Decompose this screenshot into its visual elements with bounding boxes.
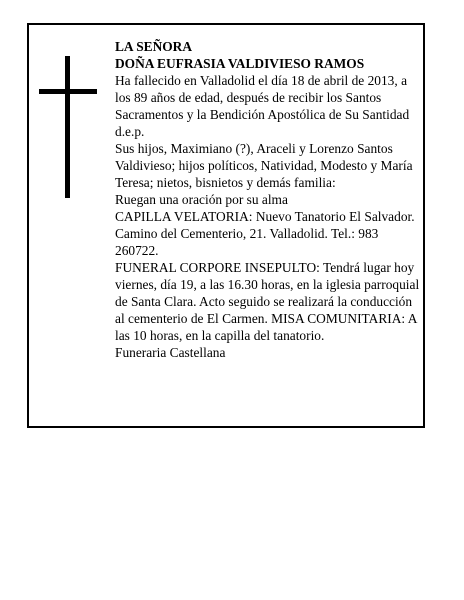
notice-text bbox=[115, 38, 420, 361]
cross-vertical-bar bbox=[65, 56, 70, 198]
prayer-request: Ruegan una oración por su alma bbox=[115, 192, 288, 207]
cross-icon bbox=[39, 56, 97, 198]
wake-chapel-info: CAPILLA VELATORIA: Nuevo Tanatorio El Salvador. Camino del Cementerio, 21. Valladolid. Tel.: 983 260722. bbox=[115, 209, 415, 258]
obituary-notice bbox=[27, 23, 425, 428]
deceased-name: DOÑA EUFRASIA VALDIVIESO RAMOS bbox=[115, 56, 365, 71]
funeral-home: Funeraria Castellana bbox=[115, 345, 226, 360]
family-list: Sus hijos, Maximiano (?), Araceli y Lorenzo Santos Valdivieso; hijos políticos, Natividad, Modesto y María Teresa; nietos, bisnietos y demás familia: bbox=[115, 141, 413, 190]
cross-horizontal-bar bbox=[39, 89, 97, 94]
funeral-info: FUNERAL CORPORE INSEPULTO: Tendrá lugar hoy viernes, día 19, a las 16.30 horas, en la iglesia parroquial de Santa Clara. Acto seguido se realizará la conducción al cementerio de El Carmen. MISA COMUNITARIA: A las 10 horas, en la capilla del tanatorio. bbox=[115, 260, 420, 343]
honorific: LA SEÑORA bbox=[115, 39, 193, 54]
death-announcement: Ha fallecido en Valladolid el día 18 de abril de 2013, a los 89 años de edad, después de recibir los Santos Sacramentos y la Bendición Apostólica de Su Santidad d.e.p. bbox=[115, 73, 410, 139]
